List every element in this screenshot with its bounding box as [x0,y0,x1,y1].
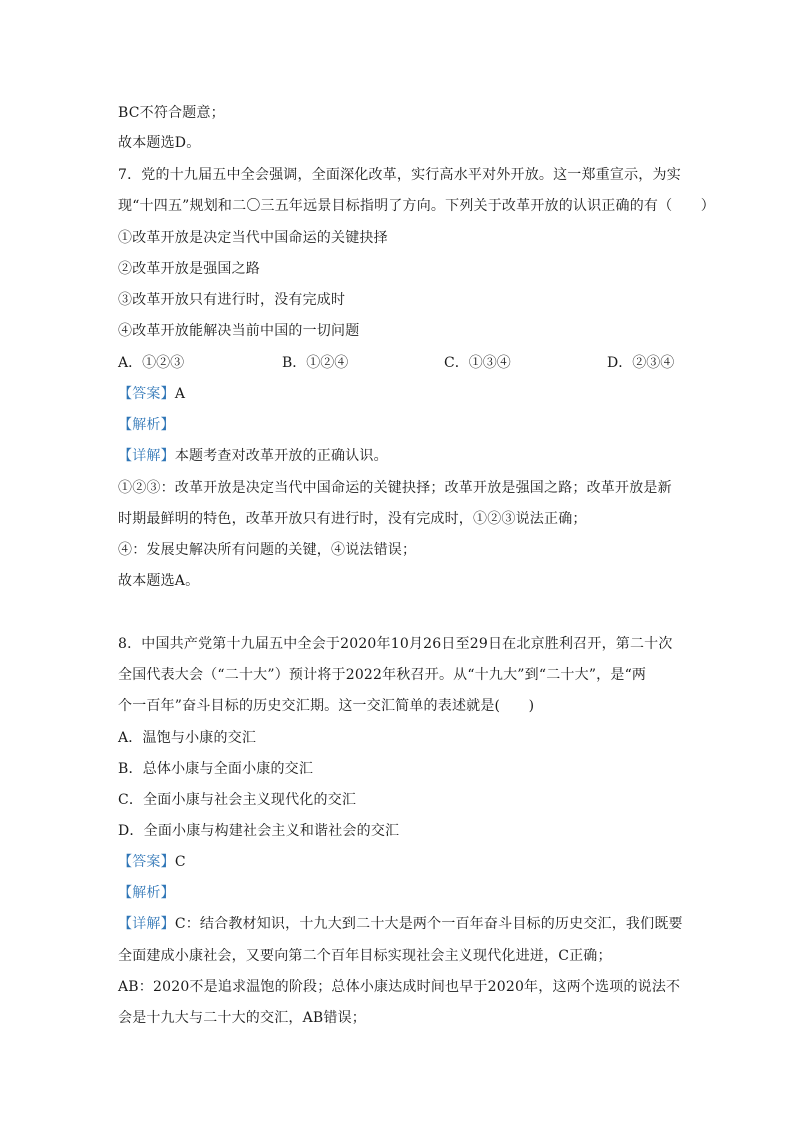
q8-stem-line2: 全国代表大会（“二十大”）预计将于2022年秋召开。从“十九大”到“二十大”，是“两 [118,667,647,683]
detail-text: 本题考查对改革开放的正确认识。 [174,448,388,464]
q8-detail-line2: 全面建成小康社会，又要向第二个百年目标实现社会主义现代化进迸，C正确； [118,948,612,964]
answer-value: A [174,386,186,402]
detail-tag: 【详解】 [118,448,175,464]
q7-answer [118,384,185,404]
q7-detail [118,446,388,466]
q7-conclusion: 故本题选A。 [118,573,200,589]
q8-explanation-line2: 会是十九大与二十大的交汇，AB错误； [118,1010,366,1026]
q8-option-d: D．全面小康与构建社会主义和谐社会的交汇 [118,823,400,839]
q7-analysis-heading [118,415,175,435]
q7-explanation-item4: ④：发展史解决所有问题的关键，④说法错误； [118,542,417,558]
q8-explanation-line1: AB：2020不是追求温饱的阶段；总体小康达成时间也早于2020年，这两个选项的说法不 [118,979,681,995]
q8-option-a: A．温饱与小康的交汇 [118,730,257,746]
q8-analysis-heading [118,883,175,903]
q8-option-b: B．总体小康与全面小康的交汇 [118,761,314,777]
answer-tag: 【答案】 [118,854,175,870]
answer-value: C [174,854,186,870]
q8-option-c: C．全面小康与社会主义现代化的交汇 [118,792,357,808]
analysis-tag: 【解析】 [118,417,175,433]
q7-item-2: ②改革开放是强国之路 [118,261,260,277]
q7-option-b: B．①②④ [282,355,349,371]
detail-text: C：结合教材知识，十九大到二十大是两个一百年奋斗目标的历史交汇，我们既要 [174,916,683,932]
q8-answer [118,852,186,872]
q7-item-4: ④改革开放能解决当前中国的一切问题 [118,323,360,339]
q8-detail-line1 [118,914,683,934]
q7-item-1: ①改革开放是决定当代中国命运的关键抉择 [118,230,388,246]
q7-explanation-line1: ①②③：改革开放是决定当代中国命运的关键抉择；改革开放是强国之路；改革开放是新 [118,480,672,496]
q7-stem-line2: 现“十四五”规划和二〇三五年远景目标指明了方向。下列关于改革开放的认识正确的有（ ） [118,198,715,214]
detail-tag: 【详解】 [118,916,175,932]
q8-stem-line1: 8．中国共产党第十九届五中全会于2020年10月26日至29日在北京胜利召开，第二十次 [118,636,673,652]
q7-option-a: A．①②③ [118,355,185,371]
analysis-tag: 【解析】 [118,885,175,901]
q7-explanation-line2: 时期最鲜明的特色，改革开放只有进行时，没有完成时，①②③说法正确； [118,511,587,527]
q7-option-d: D．②③④ [607,355,675,371]
q7-item-3: ③改革开放只有进行时，没有完成时 [118,292,346,308]
q6-conclusion: 故本题选D。 [118,135,201,151]
q6-explanation-line: BC不符合题意； [118,105,225,121]
q8-stem-line3: 个一百年”奋斗目标的历史交汇期。这一交汇简单的表述就是( ) [118,698,535,714]
q7-option-c: C．①③④ [444,355,511,371]
q7-stem-line1: 7．党的十九届五中全会强调，全面深化改革，实行高水平对外开放。这一郑重宣示，为实 [118,167,681,183]
answer-tag: 【答案】 [118,386,175,402]
